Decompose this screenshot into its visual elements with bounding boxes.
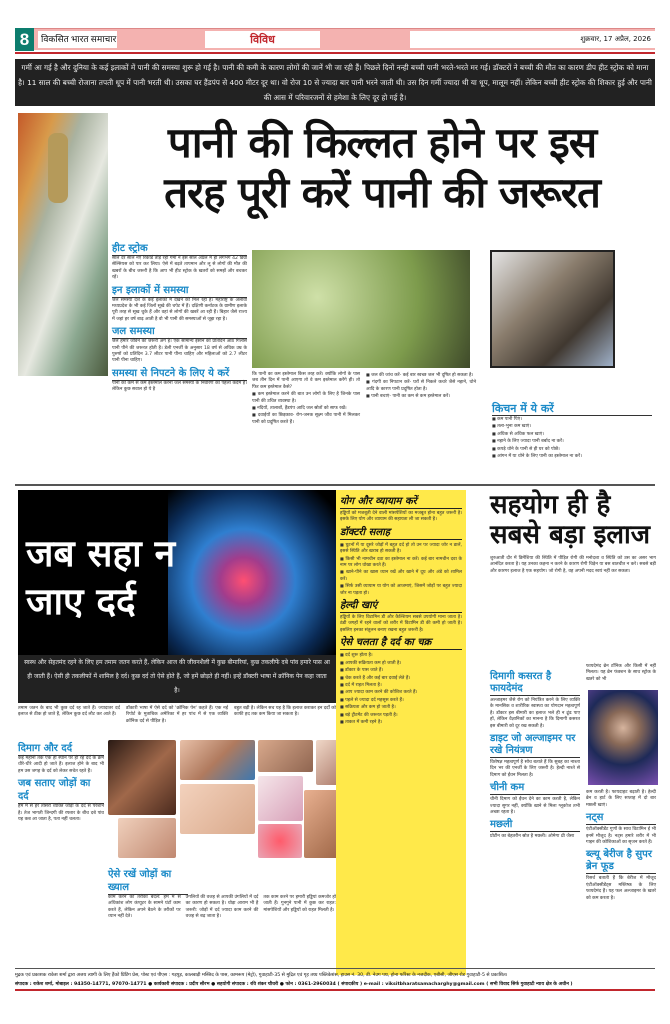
subhead-joint-care: ऐसे रखें जोड़ों का ख्याल	[108, 868, 188, 895]
cycle-bullet: ■ पहले से ज्यादा दर्द महसूस करते हैं।	[340, 697, 462, 704]
right-bullet: ■ जल की जांच करें- कई बार स्वच्छ जल भी दूषित हो सकता है।	[366, 372, 476, 379]
kitchen-bullet: ■ आंगन में या धोने के लिए पानी का इस्तेमाल ना करें।	[492, 453, 652, 460]
text-brain-exercise: अल्जाइमर जैसे रोग को नियंत्रित करने के लिए व्यक्ति के मानसिक व शारीरिक स्वास्थ्य का योगदान महत्वपूर्ण है। डॉक्टर इस बीमारी का इलाज भले ही न ढूंढ पाए हों, लेकिन वैज्ञानिकों का मानना है कि दिमागी कसरत इस बीमारी को दूर रख सकती है।	[490, 698, 580, 729]
subhead-brain-pain: दिमाग और दर्द	[18, 742, 104, 756]
neck-pain-photo	[180, 740, 255, 780]
pain-banner	[18, 490, 336, 655]
hand-photo	[180, 784, 255, 834]
shoulder-photo	[304, 790, 338, 858]
text-regions: जल समस्या देश के कई इलाकों में देखने को मिल रही है। महाराष्ट्र के अलावा मध्यप्रदेश के भी कई जिलों सूखे की चपेट में हैं। दक्षिणी कर्नाटक के ग्रामीण इलाके पूरी तरह से सूख चुके हैं और वहां से लोगों की खबरें आ रही हैं। बिहार जैसे राज्य में जहां हर वर्ष बाढ़ आती है वो भी पानी की समस्याओं से जूझ रहा है।	[112, 297, 247, 322]
doctor-bullet: ■ किसी भी नामचीन दवा का इस्तेमाल ना करें। कई बार नामचीन दवा के नाम पर लोग धोखा करते हैं।	[340, 556, 462, 570]
joint-care-box	[108, 866, 336, 921]
text-joint-pain: हम में से हर तीसरा व्यक्ति जोड़ों के दर्द से परेशान है। तेज भागती जिन्दगी की रफ्तार के बीच दबे पांव यह कब आ जाता है, पता नहीं चलता।	[18, 804, 104, 823]
cycle-bullet: ■ बड़े ट्रीटमेंट की जरूरत पड़ती है।	[340, 712, 462, 719]
kitchen-bullet: ■ तला-भुना कम खाएं।	[492, 423, 652, 430]
text-healthy-eat: हड्डियों के लिए विटामिन डी और कैल्शियम सबसे उपयोगी माना जाता है। ठंडी जगहों में रहने वालों को शरीर में विटामिन डी की कमी हो जाती है। इसलिए इनका संतुलन बनाए रखना बहुत जरूरी है।	[340, 615, 462, 633]
cycle-bullet: ■ आपकी सक्रियता कम हो जाती है।	[340, 660, 462, 667]
pain-headline	[26, 530, 175, 626]
subhead-joint-pain: जब सताए जोड़ों का दर्द	[18, 777, 104, 804]
subhead-alzheimer-diet: डाइट जो अल्जाइमर पर रखे नियंत्रण	[490, 733, 580, 758]
pain-sidebar	[336, 490, 466, 975]
text-blueberries: रिसर्च बताती हैं कि बेरीज में मौजूद एंटीऑक्सीडेंट्स मस्तिष्क के लिए फायदेमंद हैं। यह फल अल्जाइमर के खतरे को कम करता है।	[586, 876, 656, 901]
care-col: उंगलियों की वजह से आपकी उंगलियों में दर्द का कारण हो सकता है। थोड़ा आराम भी है जरूरी: जोड़ों में दर्द ज्यादा काम करने की वजह से बढ़ जाता है।	[185, 895, 259, 920]
right-bullet: ■ गंदगी का निपटान करें- घरों से निकले कचरे जैसे नहाने, धोने आदि के कारण पानी प्रदूषित होता है।	[366, 379, 476, 393]
cycle-bullet: ■ दर्द शुरू होता है।	[340, 652, 462, 659]
story3-lead: शुरुआती दौर में डिमेंशिया की स्थिति में पीड़ित रोगी की मनोदशा व स्थिति को उस का असर भाग आनंदित करता है। यह उनका कहना न करने के कारण रोगी चिड़ेन या बस बातचीत न करे। सबसे बड़ी और कारगर इलाज है एक सहयोग। जो रोगी है, वह अपनी मदद स्वयं नहीं कर सकता।	[490, 556, 656, 574]
subhead-nuts: नट्स	[586, 812, 656, 825]
kitchen-bullet: ■ कम पानी पिएं।	[492, 416, 652, 423]
pain-photo-collage	[108, 740, 338, 858]
story3-headline-line1: सहयोग ही है	[490, 490, 611, 520]
kitchen-box	[492, 400, 652, 460]
tap-photo	[18, 113, 108, 376]
imprint-line1: मुद्रक एवं प्रकाशक राकेश शर्मा द्वारा अजय त्यागी के लिए हैंको प्रिंटिंग प्रेस, पोस्ट एवं पीएस : गड़पुड़, कालबाड़ी मस्जिद के पास, कामरूप (मेट्रो), गुवाहाटी-35 से मुद्रित एवं गृह तथ्य पब्लिकेशंस, हाउस नं. 30, डी. नेउग पथ, होना फॉरेस्ट के नजदीक, एबीसी, जीएस रोड गुवाहाटी-5 से प्रकाशित।	[15, 973, 508, 978]
cycle-bullet: ■ सक्रियता और कम हो जाती है।	[340, 704, 462, 711]
middle-text: कि पानी का कम इस्तेमाल किस तरह करें। क्योंकि लोगों के पास जब तीन दिन में पानी आएगा तो वे कम इस्तेमाल करेंगे ही। तो फिर कम इस्तेमाल कैसे?	[252, 372, 360, 390]
story1-headline	[112, 118, 652, 218]
section-title: विविध	[205, 31, 320, 48]
text-solutions: पानी का कम से कम इस्तेमाल करना जल समस्या के निवारण का पहला कदम है। लेकिन कुछ सवाल हो ये है	[112, 380, 247, 393]
crow-tap-photo	[252, 250, 470, 368]
story1-left-column	[112, 240, 247, 394]
story3-right-column	[586, 790, 656, 902]
back-pain-photo	[108, 740, 176, 815]
kitchen-bullet: ■ कपड़े धोने के पानी से ही घर को पोछें।	[492, 446, 652, 453]
text-fish: प्रोटीन का बेहतरीन स्रोत है मछली। ओमेगा थ्री जैसा	[490, 834, 575, 840]
pain-body-col: बहुत बड़ी है। लेकिन सच यह है कि इलाज कराकर इन दर्दों को काफी हद तक कम किया जा सकता है।	[234, 706, 336, 718]
middle-bullet: ■ दवाईयों का छिड़काव- रोग-जनक सूक्ष्म जीव पानी में मिलकर पानी को प्रदूषित करते हैं।	[252, 412, 360, 426]
cycle-bullet: ■ दर्द में राहत मिलता है।	[340, 682, 462, 689]
care-col: तक काम करने पर हमारी हड्डियां कमजोर हो जाती हैं। गुनगुने पानी में कुछ कर राहत: मांसपेशियों और हड्डियों को राहत मिलती है।	[263, 895, 337, 913]
subhead-blueberries: ब्ल्यू बेरीज है सुपर ब्रेन फूड	[586, 849, 656, 874]
pain-left-column	[18, 740, 104, 823]
text-brain-pain: कई महीनों तक एक ही स्थान पर हो रहे दर्द के क्रम धीरे-धीरे आदी हो जाते हैं। इलाज होने के बाद भी हम उस जगह के दर्द को लेकर सचेत रहते हैं।	[18, 756, 104, 774]
subhead-heat-stroke: हीट स्ट्रोक	[112, 242, 247, 256]
care-col: काम करने का तरीका बदलें: हम में से अधिकांश लोग कंप्यूटर के सामने घंटों काम करते हैं, लेकिन अपने बैठने के तरीकों पर ध्यान नहीं देते।	[108, 895, 181, 920]
kitchen-bullet: ■ अधिक से अधिक फल खाएं।	[492, 431, 652, 438]
footer-rule	[15, 989, 655, 991]
text-yoga: हड्डियों को मजबूती देने वाली मांसपेशियों का मजबूत होना बहुत जरूरी है। इसके लिए योग और व्यायाम की सहायता ली जा सकती है।	[340, 511, 462, 523]
text-water-problem: जल हमारे जीवन का जरूरी अंग है। एक सामान्य इंसान को प्रतिदिन आठ गिलास पानी पीने की जरूरत होती है। डेली एनर्जी के अनुसार 18 वर्ष से अधिक उम्र के पुरुषों को प्रतिदिन 3.7 लीटर पानी पीना चाहिए और महिलाओं को 2.7 लीटर पानी पीना चाहिए।	[112, 339, 247, 364]
woman-photo	[258, 776, 303, 821]
pain-headline-line2: जाए दर्द	[26, 580, 136, 623]
issue-date: शुक्रवार, 17 अप्रैल, 2026	[410, 31, 655, 48]
story1-middle-column	[252, 372, 360, 426]
doctor-bullet: ■ घुटनों में या दूसरे जोड़ों में बहुत दर्द हो तो उन पर ज्यादा जोर न डालें, इससे स्थिति और खराब हो सकती है।	[340, 542, 462, 556]
middle-bullet: ■ कम इस्तेमाल करने की बात उन लोगों के लिए है जिनके पास पानी की उचित व्यवस्था है।	[252, 391, 360, 405]
subhead-water-problem: जल समस्या	[112, 325, 247, 339]
intro-band: गर्मी आ गई है और दुनिया के कई इलाकों में पानी की समस्या शुरू हो गई है। पानी की कमी के कारण लोगों की जानें भी जा रही हैं। पिछले दिनों नन्ही बच्ची पानी भरते-भरते मर गई। डॉक्टरों ने बच्ची की मौत का कारण डीप हीट स्ट्रोक को माना है। 11 साल की बच्ची रोजाना तपती धूप में पानी भरती थी। उसका घर हैंडपंप से 400 मीटर दूर था। वो रोज 10 से ज्यादा बार पानी भरने जाती थी। उस दिन गर्मी ज्यादा थी या धूप, मालूम नहीं। लेकिन बच्ची हीट स्ट्रोक की शिकार हुई और पानी की आस में परिवारजनों से हमेशा के लिए दूर हो गई है।	[15, 59, 655, 106]
subhead-doctor-advice: डॉक्टरी सलाह	[340, 526, 462, 540]
story3-right-top	[586, 664, 656, 683]
knee-photo	[316, 740, 338, 785]
cycle-bullet: ■ ताकत में कमी रहने है।	[340, 719, 462, 726]
imprint-line2: संपादक : राकेश शर्मा, मोबाइल : 94350-14771, 97070-14771 ● कार्यकारी संपादक : प्रदीप सौरभ ● सहयोगी संपादक : रवि शंकर चौधरी ● फोन : 0361-2960034 ( संपादकीय ) e-mail : viksitbharatsamacharghy@gmail.com ( सभी विवाद सिर्फ गुवाहाटी न्याय क्षेत्र के अधीन )	[15, 982, 573, 987]
page-number: 8	[15, 28, 34, 51]
subhead-solutions: समस्या से निपटने के लिए ये करें	[112, 367, 247, 381]
headache-photo	[258, 740, 313, 772]
cycle-bullet: ■ आप ज्यादा काम करने की कोशिश करते हैं।	[340, 689, 462, 696]
subhead-healthy-eat: हेल्दी खाएं	[340, 599, 462, 613]
massage-photo	[118, 818, 176, 858]
text-alzheimer-diet: विशेषज्ञ महत्वपूर्ण है सोच बताते हैं कि सुबह का नाश्ता दिन भर की एनर्जी के लिए जरूरी है। हेल्दी नाश्ते से दिमाग को ईंधन मिलता है।	[490, 760, 580, 778]
pain-body-col: तमाम जतन के बाद भी कुछ दर्द रह जाते हैं। ज्यादातर दर्द इलाज से ठीक हो जाते हैं, लेकिन कुछ दर्द लौट कर आते हैं।	[18, 706, 120, 718]
spine-illustration	[168, 490, 336, 655]
story3	[472, 490, 656, 575]
doctor-bullet: ■ खाने-पीने का खास ध्यान रखें और खाने में दूध और अंडे को शामिल करें।	[340, 569, 462, 583]
section-divider	[15, 484, 655, 486]
pain-body-col: डॉक्टरी भाषा में ऐसे दर्द को 'क्रॉनिक पेन' कहते हैं। एक नई रिपोर्ट के मुताबिक अमेरिका में हर पांच में से एक व्यक्ति क्रॉनिक दर्द से पीड़ित है।	[126, 706, 228, 724]
worried-girl-photo	[588, 690, 658, 785]
subhead-kitchen: किचन में ये करें	[492, 402, 652, 416]
text-less-sugar: चीनी दिमाग को ईंधन देने का काम करती है, लेकिन ज्यादा सुगर नहीं, क्योंकि खाने से मिला ग्लूकोज तभी अच्छा रहता है।	[490, 797, 580, 816]
right-mid-text: कम करती है। फायदाहट बढ़ाती है। हेल्दी ब्रेन व हार्ट के लिए सप्ताह में दो बार मछली खाएं।	[586, 790, 656, 808]
masthead-rule	[15, 52, 655, 54]
pain-body	[18, 706, 336, 725]
story3-headline-line2: सबसे बड़ा इलाज	[490, 520, 651, 550]
middle-bullet: ■ नदियों, तालाबों, हैंडपंप आदि जल स्रोतों को साफ रखें।	[252, 405, 360, 412]
cycle-bullet: ■ डॉक्टर के पास जाते हैं।	[340, 667, 462, 674]
subhead-brain-exercise: दिमागी कसरत है फायदेमंद	[490, 671, 580, 696]
subhead-yoga: योग और व्यायाम करें	[340, 495, 462, 509]
story1-headline-line1: पानी की किल्लत होने पर इस	[167, 118, 597, 167]
doctor-bullet: ■ सिर्फ उसी व्यायाम या योग को आजमाएं, जिसमें जोड़ों पर बहुत ज्यादा जोर ना पड़ता हो।	[340, 583, 462, 597]
story1-headline-line2: तरह पूरी करें पानी की जरूरत	[164, 168, 600, 217]
text-heat-stroke: साल दर साल नए रिकॉर्ड तोड़ रही गर्मी ने इस साल अप्रैल में ही लगभग 42 डिग्री सेल्सियस को पार कर लिया। ऐसे में बढ़ते तापमान और लू से लोगों की मौत की खबरों के बीच जरूरी है कि आप भी हीट स्ट्रोक के खतरों को समझें और बचकर रहें।	[112, 256, 247, 281]
right-bullet: ■ पानी बचाएं- पानी का कम से कम इस्तेमाल करें।	[366, 393, 476, 400]
kitchen-bullet: ■ नहाने के लिए ज्यादा पानी बर्बाद ना करें।	[492, 438, 652, 445]
subhead-regions: इन इलाकों में समस्या	[112, 284, 247, 298]
newspaper-name: विकसित भारत समाचार	[38, 31, 117, 48]
subhead-less-sugar: चीनी कम	[490, 782, 580, 795]
story3-left-column	[490, 668, 580, 841]
girls-drinking-photo	[490, 250, 615, 368]
text-nuts: एंटीऑक्सीडेंट गुणों के साथ विटामिन ई भी इनमें मौजूद है। नट्स हमारे शरीर में भी गाइन की कोशिकाओं का सृजन करते हैं।	[586, 827, 656, 846]
subhead-pain-cycle: ऐसे चलता है दर्द का चक्र	[340, 636, 462, 650]
subhead-fish: मछली	[490, 819, 580, 832]
pain-caption: स्वस्थ और सेहतमंद रहने के लिए हम तमाम जतन करते हैं, लेकिन आज की जीवनशैली में कुछ बीमारियां, कुछ तकलीफें दबे पांव हमारे पास आ ही जाती हैं। ऐसी ही तकलीफों में शामिल है दर्द। कुछ दर्द तो ऐसे होते हैं, जो हमें छोड़ते ही नहीं। इन्हें डॉक्टरी भाषा में क्रॉनिक पेन कहा जाता है।	[18, 655, 336, 703]
wrist-photo	[258, 824, 302, 858]
imprint-footer	[15, 968, 655, 989]
story1-right-column	[366, 372, 476, 401]
story3-headline	[490, 490, 656, 550]
pain-headline-line1: जब सहा न	[26, 532, 176, 575]
right-top-text: फायदेमंद ब्रेन टॉनिक और किसी में नहीं मिलता। यह ब्रेन फंक्शन के साथ स्ट्रोक के खतरे को भी	[586, 664, 656, 682]
cycle-bullet: ■ चेक करते हैं और कई बार दवाई लेते हैं।	[340, 675, 462, 682]
